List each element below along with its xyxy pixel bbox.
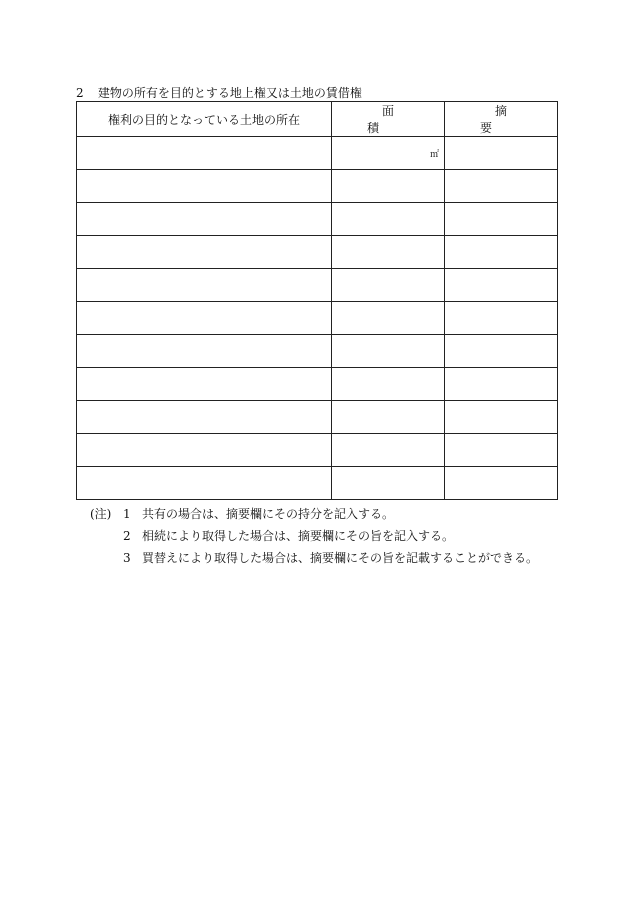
cell-remarks[interactable] [445,269,558,302]
note-number: 3 [123,551,131,565]
header-area [332,102,445,137]
table-row [77,368,558,401]
cell-area[interactable] [332,335,445,368]
cell-remarks[interactable] [445,434,558,467]
header-remarks-label: 摘要 [479,104,537,135]
cell-remarks[interactable] [445,170,558,203]
table-row [77,434,558,467]
table-row [77,170,558,203]
section-number: 2 [76,86,84,100]
cell-remarks[interactable] [445,368,558,401]
note-text: 共有の場合は、摘要欄にその持分を記入する。 [142,507,395,521]
header-location: 権利の目的となっている土地の所在 [77,102,332,137]
cell-area[interactable] [332,269,445,302]
table-row [77,302,558,335]
table-row [77,137,558,170]
area-unit: ㎡ [429,150,439,160]
cell-remarks[interactable] [445,236,558,269]
cell-location[interactable] [77,137,332,170]
cell-remarks[interactable] [445,335,558,368]
cell-location[interactable] [77,203,332,236]
note-text: 買替えにより取得した場合は、摘要欄にその旨を記載することができる。 [142,551,539,565]
lease-rights-table [76,101,558,500]
note-number: 2 [123,529,131,543]
cell-remarks[interactable] [445,467,558,500]
cell-area[interactable] [332,203,445,236]
cell-location[interactable] [77,302,332,335]
cell-area[interactable] [332,434,445,467]
table-row [77,401,558,434]
cell-location[interactable] [77,467,332,500]
cell-location[interactable] [77,401,332,434]
cell-area[interactable] [332,137,445,170]
cell-location[interactable] [77,236,332,269]
table-row [77,203,558,236]
cell-location[interactable] [77,368,332,401]
cell-remarks[interactable] [445,401,558,434]
cell-location[interactable] [77,170,332,203]
note-number: 1 [123,507,131,521]
cell-area[interactable] [332,302,445,335]
cell-area[interactable] [332,368,445,401]
cell-location[interactable] [77,269,332,302]
cell-area[interactable] [332,467,445,500]
table-row [77,269,558,302]
notes-label: (注) [90,507,112,521]
cell-location[interactable] [77,434,332,467]
header-remarks [445,102,558,137]
cell-remarks[interactable] [445,137,558,170]
cell-location[interactable] [77,335,332,368]
table-header-row [77,102,558,137]
table-row [77,467,558,500]
header-area-label: 面積 [366,104,424,135]
section-heading [76,84,362,101]
cell-area[interactable] [332,236,445,269]
cell-area[interactable] [332,401,445,434]
cell-remarks[interactable] [445,203,558,236]
table-row [77,335,558,368]
section-title: 建物の所有を目的とする地上権又は土地の賃借権 [97,86,362,100]
cell-remarks[interactable] [445,302,558,335]
note-text: 相続により取得した場合は、摘要欄にその旨を記入する。 [142,529,455,543]
cell-area[interactable] [332,170,445,203]
table-row [77,236,558,269]
